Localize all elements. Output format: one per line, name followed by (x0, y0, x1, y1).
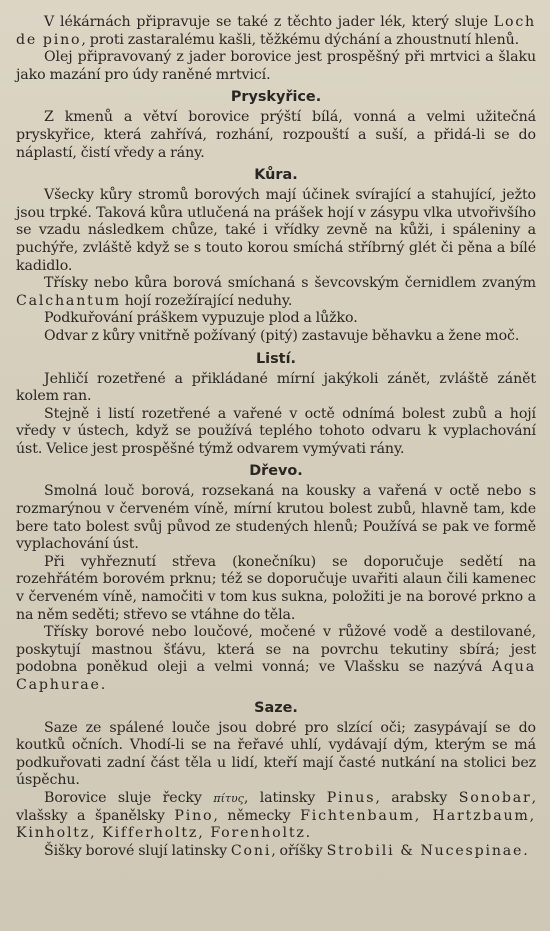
paragraph (16, 371, 536, 406)
text-run: , vlašsky a španělsky (16, 789, 536, 824)
section-heading: Dřevo. (249, 463, 303, 480)
paragraph (16, 109, 536, 162)
paragraph (16, 275, 536, 310)
section-heading: Pryskyřice. (230, 89, 322, 106)
paragraph (16, 49, 536, 84)
text-run: Olej připravovaný z jader borovice jest prospěšný při mrtvici a šlaku jako mazání pro údy raněné mrtvicí. (16, 49, 536, 83)
text-run: Při vyhřeznutí střeva (konečníku) se doporučuje sedětí na rozehřátém borovém prknu; též se doporučuje uvařiti alaun čili kamenec v červeném víně, namočiti v tom kus sukna, položiti je na borové prkno a na něm seděti; střevo se vtáhne do těla. (16, 553, 536, 623)
text-run: Z kmenů a větví borovice prýští bílá, vonná a velmi užitečná pryskyřice, která zahřívá, rozhání, rozpouští a suší, a přidá-li se do náplastí, čistí vředy a rány. (16, 109, 536, 161)
text-run: Jehličí rozetřené a přikládané mírní jakýkoli zánět, zvláště zánět kolem ran. (16, 370, 536, 405)
paragraph (16, 843, 536, 861)
paragraph (16, 14, 536, 49)
greek-term: πίτυς (213, 791, 244, 805)
paragraph (16, 483, 536, 553)
text-run: Třísky nebo kůra borová smíchaná s ševcovským černidlem zvaným (44, 275, 536, 292)
paragraph (16, 720, 536, 790)
spaced-term: Aqua Caphurae (16, 659, 536, 693)
text-run: V lékárnách připravuje se také z těchto jader lék, který sluje (44, 14, 494, 30)
spaced-term: Coni (230, 842, 272, 859)
text-run: Saze ze spálené louče jsou dobré pro slzící oči; zasypávají se do koutků očních. Vhodí-li se na řeřavé uhlí, vydávají dým, kterým se má podkuřovati zadní část těla u lidí, kteří mají časté nutkání na stolici bez úspěchu. (16, 719, 536, 789)
spaced-term: Pino (174, 807, 214, 824)
spaced-term: Calchantum (16, 292, 121, 309)
text-run: , latinsky (243, 789, 327, 806)
paragraph (16, 310, 536, 328)
paragraph (16, 790, 536, 843)
text-run: . (523, 842, 528, 859)
text-run: Všecky kůry stromů borových mají účinek svírající a stahující, ježto jsou trpké. Taková kůra utlučená na prášek hojí v zásypu vlka utvořivšího se vzadu následkem chůze, také i vřídky zevně na kůži, i spáleniny a puchýře, zvláště když se s touto korou smíchá stříbrný glét či pěna a bílé kadidlo. (16, 187, 536, 274)
section-heading: Saze. (254, 699, 298, 716)
text-run: Podkuřování práškem vypuzuje plod a lůžko. (44, 310, 358, 327)
paragraph (16, 187, 536, 275)
text-run: , oříšky (271, 842, 327, 859)
paragraph (16, 624, 536, 694)
spaced-term: Sonobar (458, 789, 532, 806)
spaced-term: Strobili & Nucespinae (326, 842, 524, 859)
text-run: Odvar z kůry vnitřně požívaný (pitý) zastavuje běhavku a žene moč. (44, 327, 520, 344)
text-run: . (100, 677, 106, 693)
spaced-term: Fichtenbaum, Hartzbaum, Kinholtz, Kifferholtz, Forenholtz (16, 807, 536, 842)
section-heading: Listí. (256, 350, 296, 367)
text-run: Třísky borové nebo loučové, močené v růžové vodě a destilované, poskytují mastnou šťávu, která se na povrchu tekutiny sbírá; jest podobna poněkud oleji a velmi vonná; ve Vlašsku se nazývá (16, 624, 536, 676)
paragraph (16, 328, 536, 346)
spaced-term: Loch de pino (16, 14, 536, 48)
text-run: . (305, 825, 311, 842)
spaced-term: Pinus (326, 789, 376, 806)
paragraph (16, 406, 536, 459)
text-run: Stejně i listí rozetřené a vařené v octě odnímá bolest zubů a hojí vředy v ústech, když se používá teplého tohoto odvaru k vyplachování úst. Velice jest prospěšné týmž odvarem vymývati rány. (16, 405, 536, 457)
text-run: Smolná louč borová, rozsekaná na kousky a vařená v octě nebo s rozmarýnou v červeném víně, mírní krutou bolest zubů, hlavně tam, kde bere tato bolest svůj původ ze studených hlenů; Používá se pak ve formě vyplachování úst. (16, 483, 536, 553)
text-run: Šišky borové slují latinsky (44, 842, 231, 859)
text-run: , arabsky (375, 789, 459, 806)
text-run: , německy (213, 807, 301, 824)
text-run: Borovice sluje řecky (44, 789, 214, 806)
section-heading: Kůra. (254, 167, 298, 184)
text-run: hojí rozežírající neduhy. (120, 292, 293, 309)
text-run: , proti zastaralému kašli, těžkému dýchání a zhoustnutí hlenů. (81, 31, 520, 48)
paragraph (16, 554, 536, 624)
